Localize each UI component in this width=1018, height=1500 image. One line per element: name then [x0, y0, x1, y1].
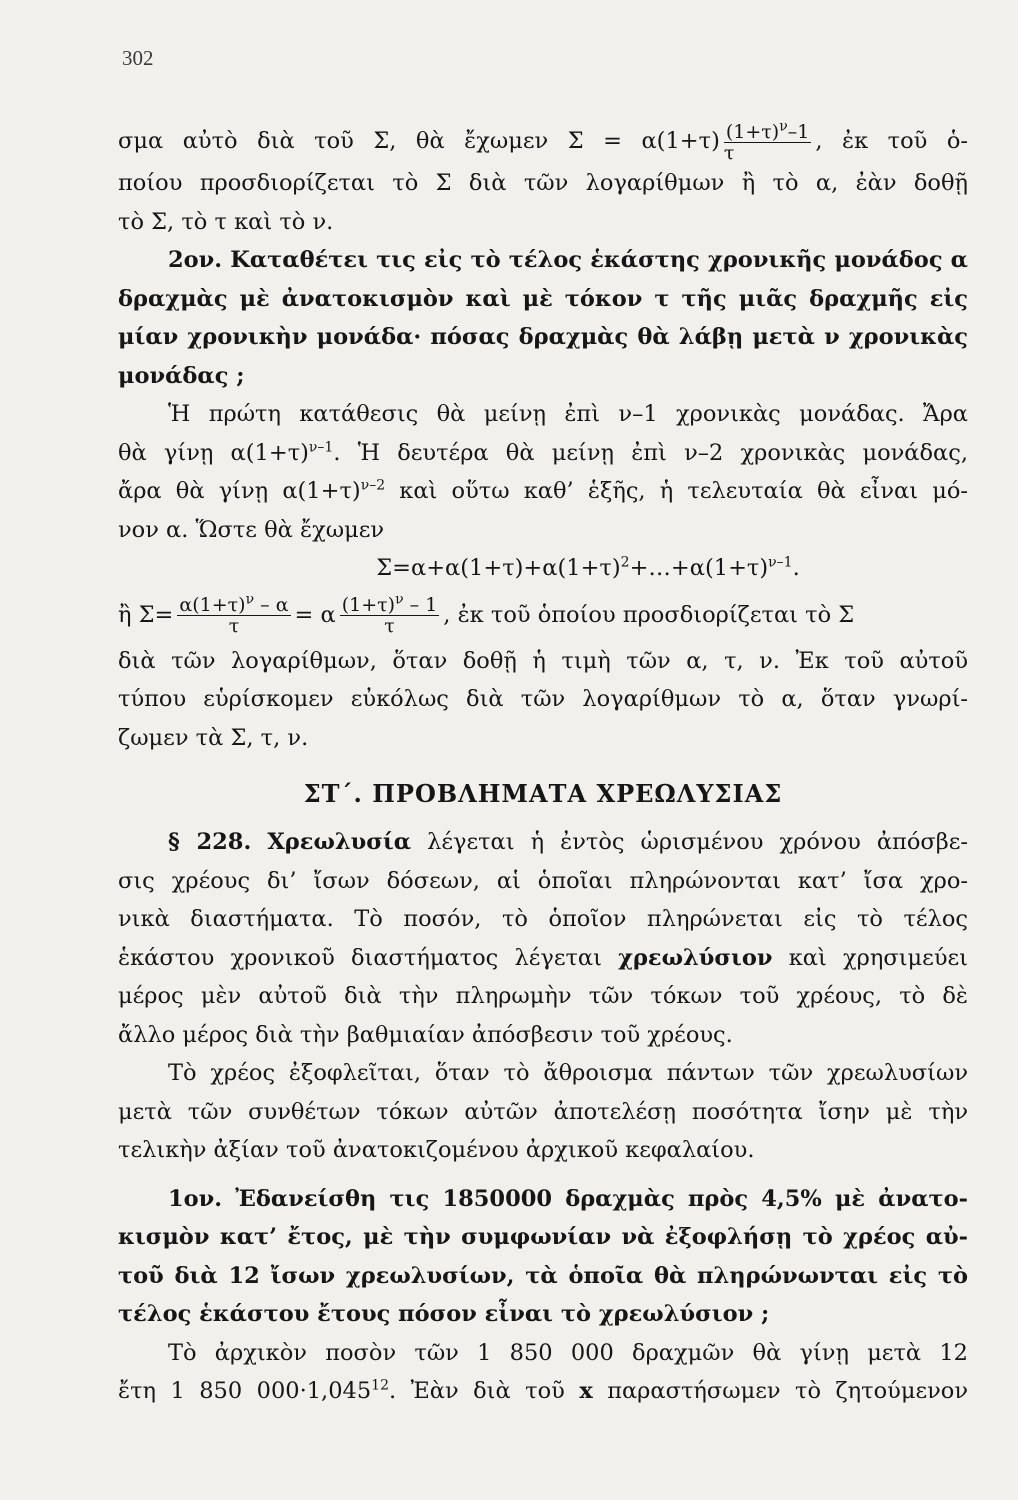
text-line: τὸ Σ, τὸ τ καὶ τὸ ν.: [118, 208, 334, 235]
text-line: ἔτη 1 850 $000\cdot 1,045^{12}$. Ἐὰν διὰ τοῦ x παραστήσωμεν τὸ ζητούμενον: [118, 1377, 968, 1404]
text-line: Ἡ πρώτη κατάθεσις θὰ μείνῃ ἐπὶ ν–1 χρονικὰς μονάδας. Ἄρα: [168, 401, 968, 427]
text-line: μετὰ τῶν συνθέτων τόκων αὐτῶν ἀποτελέσῃ ποσότητα ἴσην μὲ τὴν: [118, 1098, 968, 1125]
text-line: διὰ τῶν λογαρίθμων, ὅταν δοθῇ ἡ τιμὴ τῶν α, τ, ν. Ἐκ τοῦ αὐτοῦ: [118, 647, 968, 674]
fraction: $\frac{(1+\tau)^\nu - 1}{\tau}$: [341, 591, 438, 637]
text-line: θὰ γίνῃ $\alpha(1+\tau)^{\nu-1}$. Ἡ δευτέρα θὰ μείνῃ ἐπὶ ν–2 χρονικὰς μονάδας,: [118, 439, 968, 466]
text-line: ἄλλο μέρος διὰ τὴν βαθμιαίαν ἀπόσβεσιν τοῦ χρέους.: [118, 1021, 733, 1048]
problem-line: μίαν χρονικὴν μονάδα· πόσας δραχμὰς θὰ λάβῃ μετὰ ν χρονικὰς: [118, 324, 968, 350]
problem-line: 1ον. Ἐδανείσθη τις 1850000 δραχμὰς πρὸς 4,5% μὲ ἀνατο-: [168, 1185, 968, 1212]
problem-line: μονάδας ;: [118, 362, 245, 389]
text-line: § 228. Χρεωλυσία λέγεται ἡ ἐντὸς ὡρισμένου χρόνου ἀπόσβε-: [168, 829, 968, 855]
section-heading: ΣΤ΄. ΠΡΟΒΛΗΜΑΤΑ ΧΡΕΩΛΥΣΙΑΣ: [303, 779, 783, 808]
problem-line: κισμὸν κατ’ ἔτος, μὲ τὴν συμφωνίαν νὰ ἐξοφλήσῃ τὸ χρέος αὐ-: [118, 1224, 968, 1250]
text-line: Τὸ χρέος ἐξοφλεῖται, ὅταν τὸ ἄθροισμα πάντων τῶν χρεωλυσίων: [168, 1060, 968, 1086]
text-line: Τὸ ἀρχικὸν ποσὸν τῶν 1 850 000 δραχμῶν θὰ γίνῃ μετὰ 12: [168, 1339, 968, 1366]
text-line: ποίου προσδιορίζεται τὸ Σ διὰ τῶν λογαρίθμων ἢ τὸ α, ἐὰν δοθῇ: [118, 170, 968, 196]
equation: $\Sigma=\alpha+\alpha(1+\tau)+\alpha(1+\tau)^2+\dots+\alpha(1+\tau)^{\nu-1}$.: [376, 554, 800, 581]
page-body: [118, 118, 968, 1411]
problem-line: δραχμὰς μὲ ἀνατοκισμὸν καὶ μὲ τόκον τ τῆς μιᾶς δραχμῆς εἰς: [118, 285, 968, 312]
problem-line: 2ον. Καταθέτει τις εἰς τὸ τέλος ἑκάστης χρονικῆς μονάδος α: [168, 247, 968, 273]
text-line: τελικὴν ἀξίαν τοῦ ἀνατοκιζομένου ἀρχικοῦ κεφαλαίου.: [118, 1137, 755, 1163]
text-line: μέρος μὲν αὐτοῦ διὰ τὴν πληρωμὴν τῶν τόκων τοῦ χρέους, τὸ δὲ: [118, 983, 968, 1009]
text-line: τύπου εὑρίσκομεν εὐκόλως διὰ τῶν λογαρίθμων τὸ α, ὅταν γνωρί-: [118, 686, 968, 712]
text-line: ζωμεν τὰ Σ, τ, ν.: [118, 724, 309, 751]
text-line: νικὰ διαστήματα. Τὸ ποσόν, τὸ ὁποῖον πληρώνεται εἰς τὸ τέλος: [118, 906, 968, 932]
text-line: ἑκάστου χρονικοῦ διαστήματος λέγεται χρεωλύσιον καὶ χρησιμεύει: [118, 944, 968, 971]
problem-line: τοῦ διὰ 12 ἴσων χρεωλυσίων, τὰ ὁποῖα θὰ πληρώνωνται εἰς τὸ: [118, 1262, 968, 1289]
text-line: ἄρα θὰ γίνῃ $\alpha(1+\tau)^{\nu-2}$ καὶ οὕτω καθ’ ἑξῆς, ἡ τελευταία θὰ εἶναι μό-: [118, 477, 968, 504]
text-line: σις χρέους δι’ ἴσων δόσεων, αἱ ὁποῖαι πληρώνονται κατ’ ἴσα χρο-: [118, 867, 968, 894]
text-line: σμα αὐτὸ διὰ τοῦ Σ, θὰ ἔχωμεν Σ = α(1+τ) $\frac{(1+\tau)^\nu-1}{\tau}$ , ἐκ τοῦ ὁ-: [118, 118, 968, 164]
equation: ἢ Σ= $\frac{\alpha(1+\tau)^\nu - \alpha}{\tau}$ = α $\frac{(1+\tau)^\nu - 1}{\tau}$ , ἐκ τοῦ ὁποίου προσδιορίζεται τὸ Σ: [118, 591, 855, 637]
fraction: $\frac{(1+\tau)^\nu-1}{\tau}$: [723, 118, 810, 164]
page-number: 302: [122, 46, 154, 70]
problem-line: τέλος ἑκάστου ἔτους πόσον εἶναι τὸ χρεωλύσιον ;: [118, 1301, 770, 1327]
fraction: $\frac{\alpha(1+\tau)^\nu - \alpha}{\tau}$: [179, 591, 289, 637]
text-line: νον α. Ὥστε θὰ ἔχωμεν: [118, 516, 385, 543]
